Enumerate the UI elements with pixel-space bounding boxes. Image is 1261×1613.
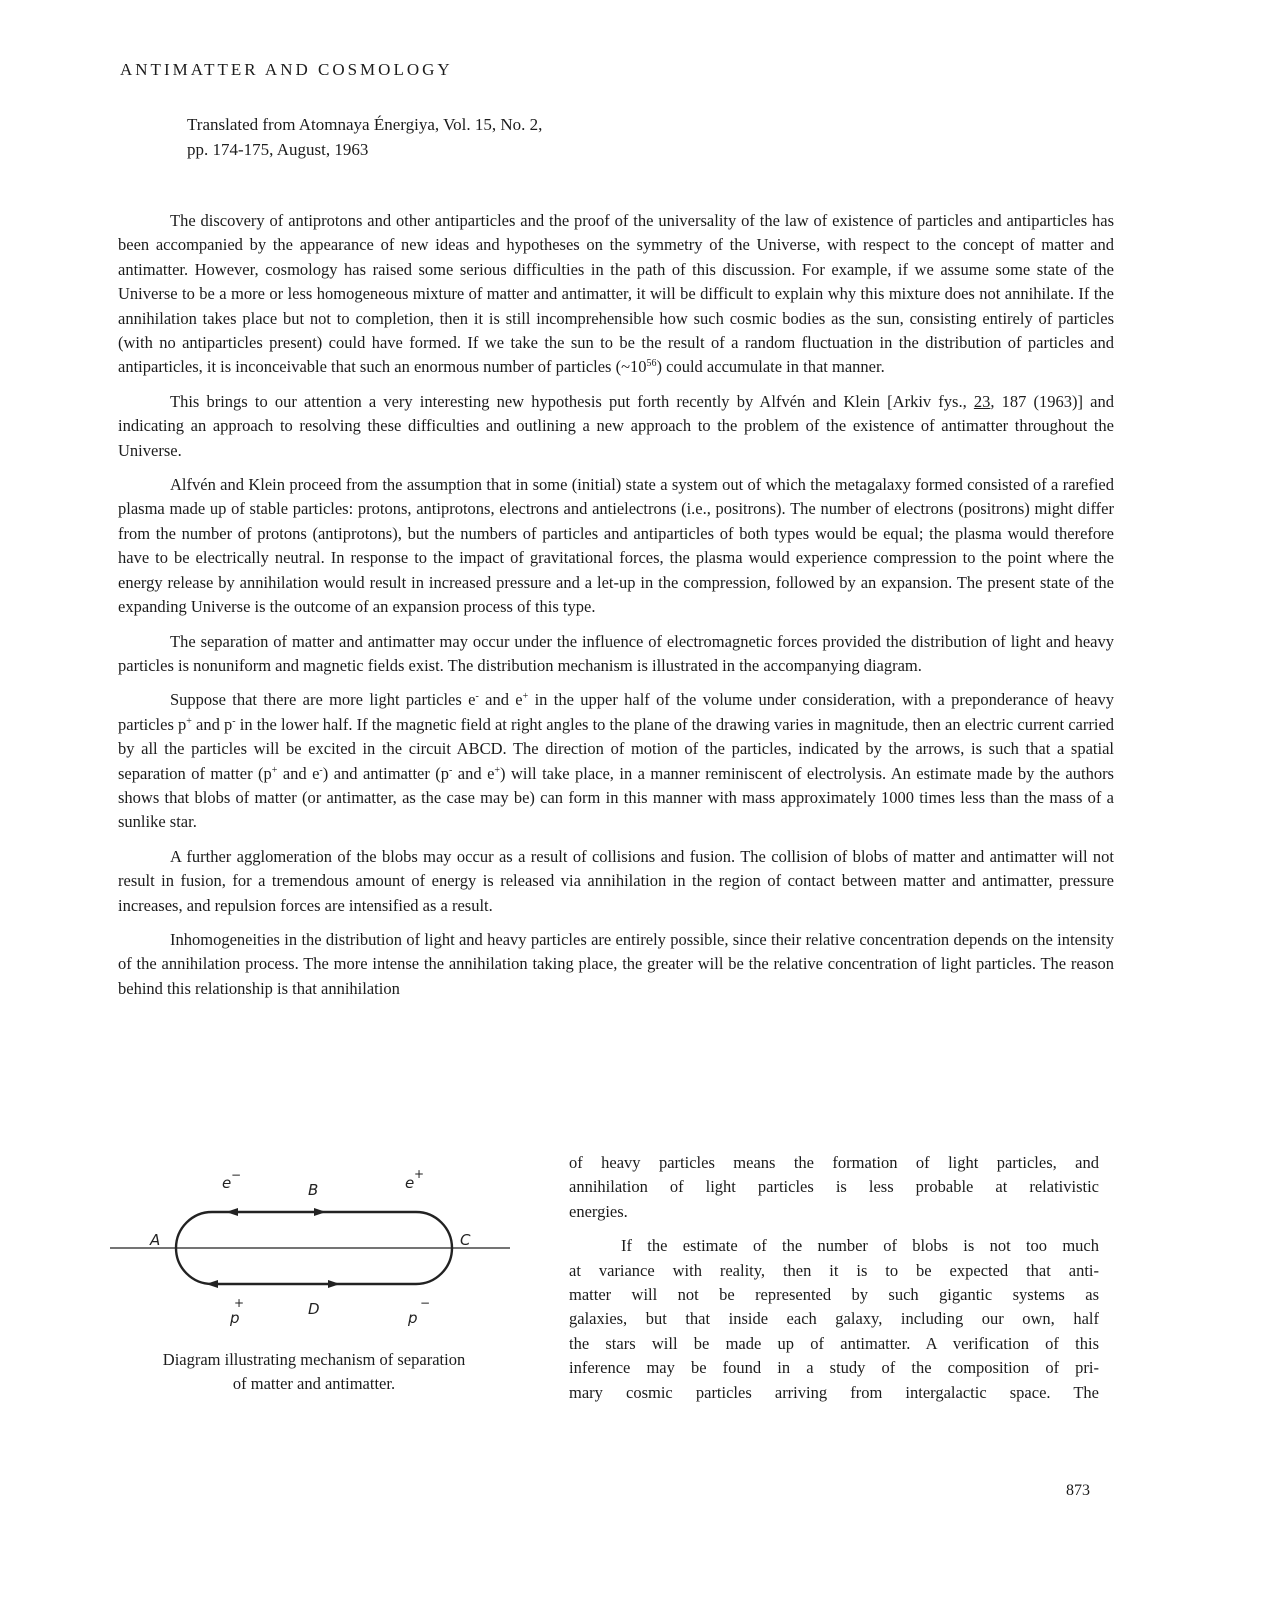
paragraph-1-end: ) could accumulate in that manner. [656, 357, 885, 377]
article-body [118, 209, 1114, 1001]
caption-line-2: of matter and antimatter. [232, 1374, 396, 1393]
paragraph-2 [118, 390, 1114, 463]
label-p-plus-sup: + [234, 1296, 245, 1310]
sup-plus: + [186, 715, 192, 727]
label-e-minus: e [222, 1174, 232, 1192]
paragraph-3: Alfvén and Klein proceed from the assumption that in some (initial) state a system out of which the metagalaxy formed consisted of a rarefied plasma made up of stable particles: protons, antiprotons, electrons and antielectrons (i.e., positrons). The number of electrons (positrons) might differ from the number of protons (antiprotons), but the numbers of particles and antiparticles of both types would be equal; the plasma would therefore have to be electrically neutral. In response to the impact of gravitational forces, the plasma would experience compression to the point where the energy release by annihilation would result in increased pressure and a let-up in the compression, followed by an expansion. The present state of the expanding Universe is the outcome of an expansion process of this type. [118, 475, 1114, 617]
label-e-minus-sup: − [231, 1168, 242, 1182]
label-d: D [308, 1300, 320, 1318]
arrow-upper-left [226, 1208, 238, 1216]
text-line: of heavy particles means the formation of light particles, and [569, 1153, 1099, 1172]
text-line: energies. [569, 1201, 628, 1221]
source-line-2: pp. 174-175, August, 1963 [187, 140, 369, 159]
paragraph-1-text: The discovery of antiprotons and other antiparticles and the proof of the universality of the law of existence of particles and antiparticles has been accompanied by the appearance of new ideas and hypotheses on the symmetry of the Universe, with respect to the concept of matter and antimatter. However, cosmology has raised some serious difficulties in the path of this discussion. For example, if we assume some state of the Universe to be a more or less homogeneous mixture of matter and antimatter, it will be difficult to explain why this mixture does not annihilate. If the annihilation takes place but not to completion, then it is still incomprehensible how such cosmic bodies as the sun, consisting entirely of particles (with no antiparticles present) could have formed. If we take the sun to be the result of a random fluctuation in the distribution of particles and antiparticles, it is inconceivable that such an enormous number of particles ( [118, 211, 1114, 377]
source-citation [187, 112, 542, 162]
arrow-upper-right [314, 1208, 326, 1216]
caption-line-1: Diagram illustrating mechanism of separation [162, 1350, 466, 1369]
label-p-minus-sup: − [420, 1296, 431, 1310]
label-a: A [150, 1231, 161, 1249]
paragraph-5 [118, 688, 1114, 834]
text-line: galaxies, but that inside each galaxy, including our own, half [569, 1309, 1099, 1329]
text-line: matter will not be represented by such gigantic systems as [569, 1285, 1099, 1305]
text-line: If the estimate of the number of blobs is not too much [621, 1236, 1099, 1256]
p5-seg: in the lower half. If the magnetic field at right angles to the plane of the drawing varies in magnitude, then an electric current carried by all the particles will be excited in the circuit ABCD. The direction of motion of the particles, indicated by the arrows, is such that a spatial separation of matter (p [118, 714, 1115, 783]
sup-minus: - [232, 715, 236, 727]
label-p-minus: p [408, 1309, 418, 1327]
citation-volume: 23 [973, 391, 991, 411]
label-b: B [308, 1181, 319, 1199]
p5-seg: and e [478, 690, 523, 710]
sup-minus: - [319, 764, 323, 776]
source-line-1: Translated from Atomnaya Énergiya, Vol. 15, No. 2, [187, 115, 543, 134]
paragraph-4: The separation of matter and antimatter may occur under the influence of electromagnetic forces provided the distribution of light and heavy particles is nonuniform and magnetic fields exist. The distribution mechanism is illustrated in the accompanying diagram. [118, 631, 1114, 675]
separation-diagram [110, 1162, 530, 1342]
label-p-plus: p [230, 1309, 240, 1327]
text-line: mary cosmic particles arriving from intergalactic space. The [569, 1382, 1099, 1402]
text-line: inference may be found in a study of the composition of pri- [569, 1358, 1099, 1378]
arrow-lower-left [206, 1280, 218, 1288]
page-number: 873 [1066, 1482, 1090, 1499]
arrow-lower-right [328, 1280, 340, 1288]
particle-count-exponent: 56 [646, 358, 657, 370]
label-e-plus: e [405, 1174, 415, 1192]
p5-seg: and e [277, 763, 320, 783]
sup-minus: - [449, 764, 453, 776]
p5-seg: and e [452, 763, 495, 783]
text-line: at variance with reality, then it is to be expected that anti- [569, 1260, 1099, 1280]
p5-seg: ) and antimatter (p [322, 763, 450, 783]
text-line: annihilation of light particles is less probable at relativistic [569, 1177, 1099, 1197]
sup-minus: - [475, 691, 479, 703]
paragraph-2-text: This brings to our attention a very interesting new hypothesis put forth recently by Alfvén and Klein [Arkiv fys., [170, 391, 974, 411]
paragraph-2-end: , 187 (1963)] and indicating an approach to resolving these difficulties and outlining a new approach to the problem of the existence of antimatter throughout the Universe. [118, 391, 1114, 460]
paragraph-7-continuation [569, 1151, 1099, 1224]
text-line: the stars will be made up of antimatter. A verification of this [569, 1333, 1099, 1353]
label-e-plus-sup: + [414, 1167, 425, 1181]
right-column-text [569, 1151, 1099, 1415]
separation-diagram-figure [110, 1162, 530, 1396]
paragraph-6: A further agglomeration of the blobs may occur as a result of collisions and fusion. The collision of blobs of matter and antimatter will not result in fusion, for a tremendous amount of energy is released via annihilation in the region of contact between matter and antimatter, pressure increases, and repulsion forces are intensified as a result. [118, 846, 1114, 915]
sup-plus: + [522, 691, 529, 703]
figure-caption [116, 1348, 512, 1396]
paragraph-8 [569, 1234, 1099, 1405]
p5-seg: ) will take place, in a manner reminiscent of electrolysis. An estimate made by the authors shows that blobs of matter (or antimatter, as the case may be) can form in this manner with mass approximately 1000 times less than the mass of a sunlike star. [118, 763, 1114, 832]
sup-plus: + [271, 764, 278, 776]
sup-plus: + [494, 764, 501, 776]
p5-seg: Suppose that there are more light particles e [170, 690, 476, 710]
running-title: ANTIMATTER AND COSMOLOGY [120, 60, 453, 79]
p5-seg: and p [191, 714, 233, 734]
paragraph-7: Inhomogeneities in the distribution of light and heavy particles are entirely possible, since their relative concentration depends on the intensity of the annihilation process. The more intense the annihilation taking place, the greater will be the relative concentration of light particles. The reason behind this relationship is that annihilation [118, 929, 1114, 998]
p5-seg: in the upper half of the volume under consideration, with a preponderance of heavy particles p [118, 690, 1114, 734]
paragraph-1 [118, 209, 1114, 380]
particle-count: ~10 [621, 357, 647, 377]
label-c: C [460, 1231, 471, 1249]
